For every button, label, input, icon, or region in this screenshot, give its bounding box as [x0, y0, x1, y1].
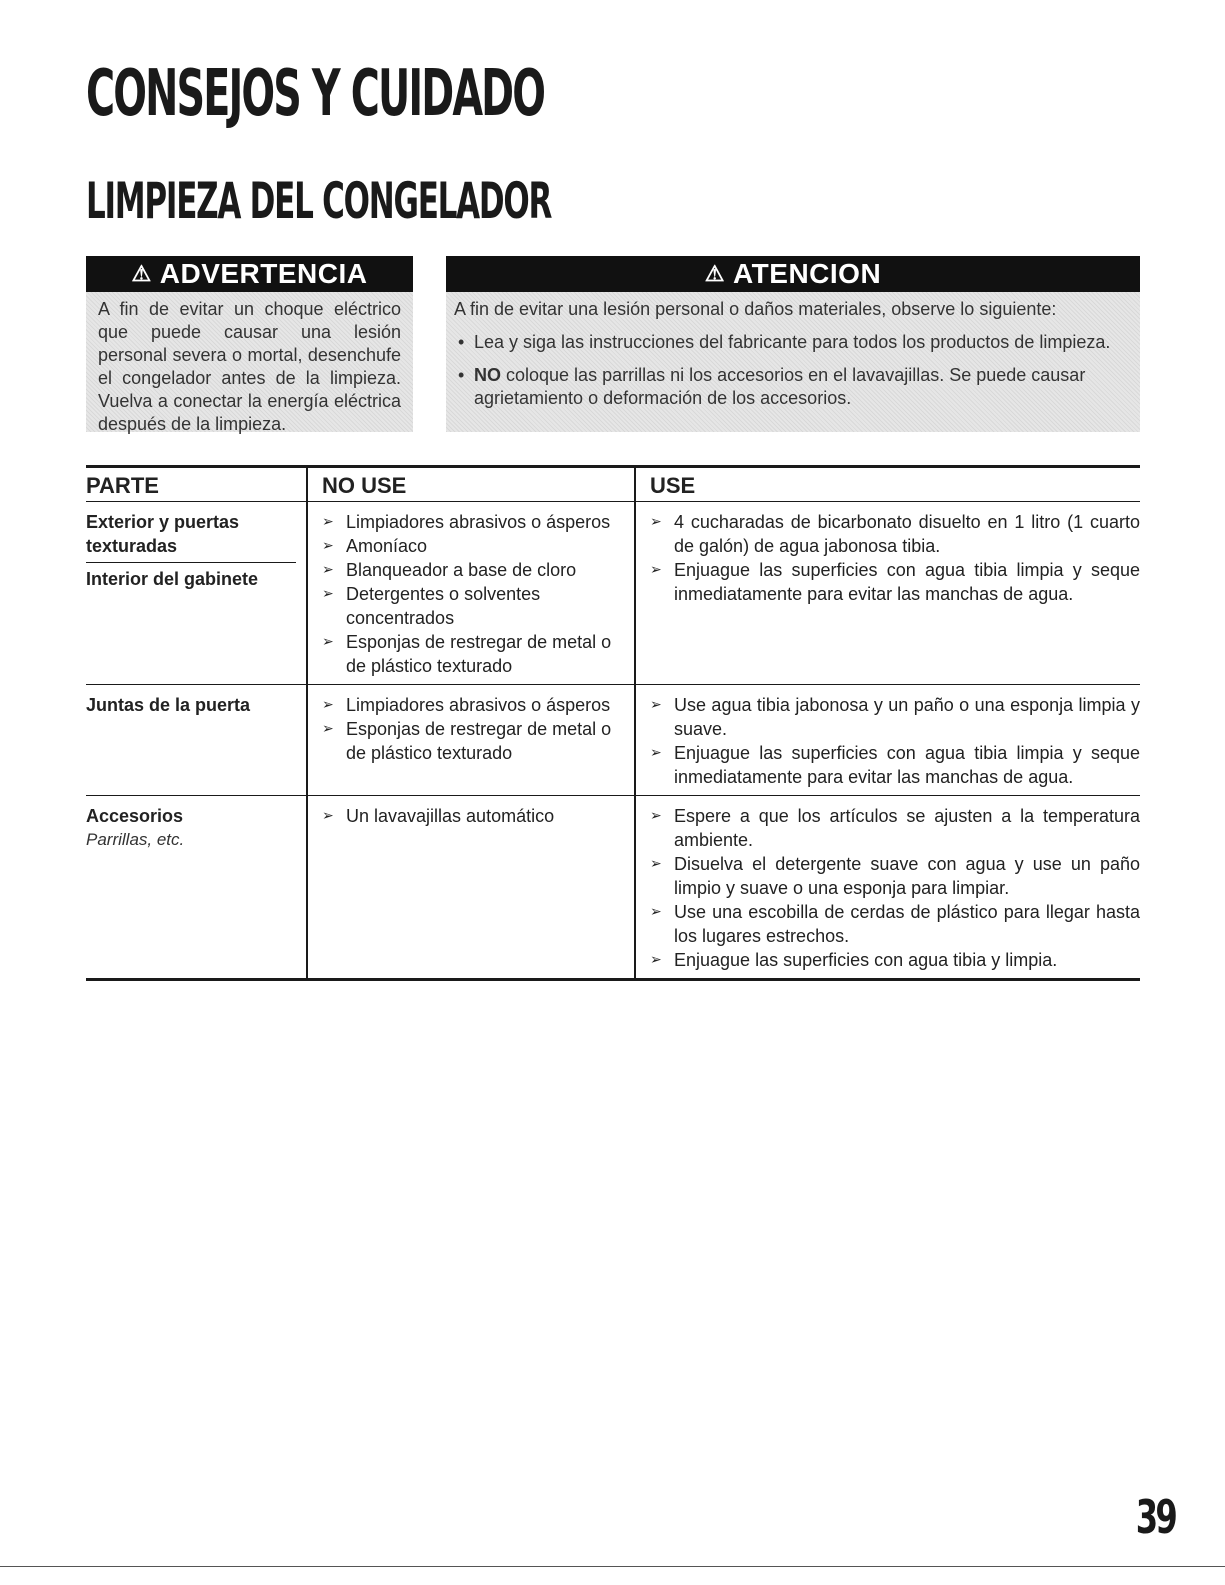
warning-triangle-icon: ⚠	[704, 261, 726, 286]
no-use-cell	[307, 502, 635, 685]
page-bottom-rule	[0, 1566, 1225, 1567]
list-item: ➢ Enjuague las superficies con agua tibia y limpia.	[650, 948, 1140, 972]
use-cell-list	[650, 510, 1140, 606]
list-item: ➢ Use una escobilla de cerdas de plástico para llegar hasta los lugares estrechos.	[650, 900, 1140, 948]
column-header-no-use: NO USE	[307, 467, 635, 502]
table-row	[86, 502, 1140, 685]
list-item: ➢ Detergentes o solventes concentrados	[322, 582, 634, 630]
part-note: Parrillas, etc.	[86, 830, 185, 849]
table-row	[86, 796, 1140, 980]
use-cell	[635, 796, 1140, 980]
caution-bullet: • NO coloque las parrillas ni los accesorios en el lavavajillas. Se puede causar agrietamiento o deformación de los accesorios.	[454, 364, 1130, 410]
column-header-parte: PARTE	[86, 467, 307, 502]
list-item: ➢ Amoníaco	[322, 534, 634, 558]
caution-body	[446, 292, 1140, 432]
part-name: Juntas de la puerta	[86, 695, 251, 715]
list-item: ➢ Disuelva el detergente suave con agua y use un paño limpio y suave o una esponja para limpiar.	[650, 852, 1140, 900]
part-name: Interior del gabinete	[86, 562, 296, 591]
warning-triangle-icon: ⚠	[131, 261, 152, 286]
caution-heading: ATENCION	[733, 258, 882, 289]
caution-bullet: • Lea y siga las instrucciones del fabricante para todos los productos de limpieza.	[454, 331, 1130, 354]
list-item: ➢ Blanqueador a base de cloro	[322, 558, 634, 582]
warning-text: A fin de evitar un choque eléctrico que puede causar una lesión personal severa o mortal, desenchufe el congelador antes de la limpieza. Vuelva a conectar la energía eléctrica después de la limpieza.	[86, 292, 413, 432]
part-cell	[86, 502, 307, 685]
list-item: ➢ Esponjas de restregar de metal o de plástico texturado	[322, 630, 634, 678]
table-header-row	[86, 467, 1140, 502]
use-cell-list	[650, 804, 1140, 972]
list-item: ➢ Enjuague las superficies con agua tibia limpia y seque inmediatamente para evitar las manchas de agua.	[650, 741, 1140, 789]
list-item: ➢ 4 cucharadas de bicarbonato disuelto en 1 litro (1 cuarto de galón) de agua jabonosa tibia.	[650, 510, 1140, 558]
list-item: ➢ Limpiadores abrasivos o ásperos	[322, 510, 634, 534]
list-item: ➢ Espere a que los artículos se ajusten a la temperatura ambiente.	[650, 804, 1140, 852]
caution-box	[446, 256, 1140, 432]
section-title: LIMPIEZA DEL CONGELADOR	[86, 172, 552, 230]
list-item: ➢ Use agua tibia jabonosa y un paño o una esponja limpia y suave.	[650, 693, 1140, 741]
use-cell	[635, 685, 1140, 796]
list-item: ➢ Un lavavajillas automático	[322, 804, 634, 828]
use-cell-list	[650, 693, 1140, 789]
caution-intro: A fin de evitar una lesión personal o daños materiales, observe lo siguiente:	[454, 299, 1057, 319]
cleaning-table	[86, 465, 1140, 981]
part-cell	[86, 796, 307, 980]
list-item: ➢ Esponjas de restregar de metal o de plástico texturado	[322, 717, 634, 765]
caution-header	[446, 256, 1140, 292]
no-use-cell	[307, 796, 635, 980]
part-cell	[86, 685, 307, 796]
no-use-cell-list	[322, 693, 634, 765]
no-use-cell	[307, 685, 635, 796]
list-item: ➢ Limpiadores abrasivos o ásperos	[322, 693, 634, 717]
caution-bullets	[454, 331, 1130, 410]
part-name: Exterior y puertas texturadas	[86, 512, 240, 556]
caution-emphasis: NO	[474, 365, 501, 385]
warning-heading: ADVERTENCIA	[159, 258, 368, 289]
no-use-cell-list	[322, 510, 634, 678]
page-number: 39	[1135, 1490, 1175, 1544]
page-title: CONSEJOS Y CUIDADO	[86, 57, 545, 131]
no-use-cell-list	[322, 804, 634, 828]
list-item: ➢ Enjuague las superficies con agua tibia limpia y seque inmediatamente para evitar las manchas de agua.	[650, 558, 1140, 606]
part-name: Accesorios	[86, 806, 184, 826]
warning-header	[86, 256, 413, 292]
warning-box	[86, 256, 413, 432]
table-row	[86, 685, 1140, 796]
column-header-use: USE	[635, 467, 1140, 502]
use-cell	[635, 502, 1140, 685]
